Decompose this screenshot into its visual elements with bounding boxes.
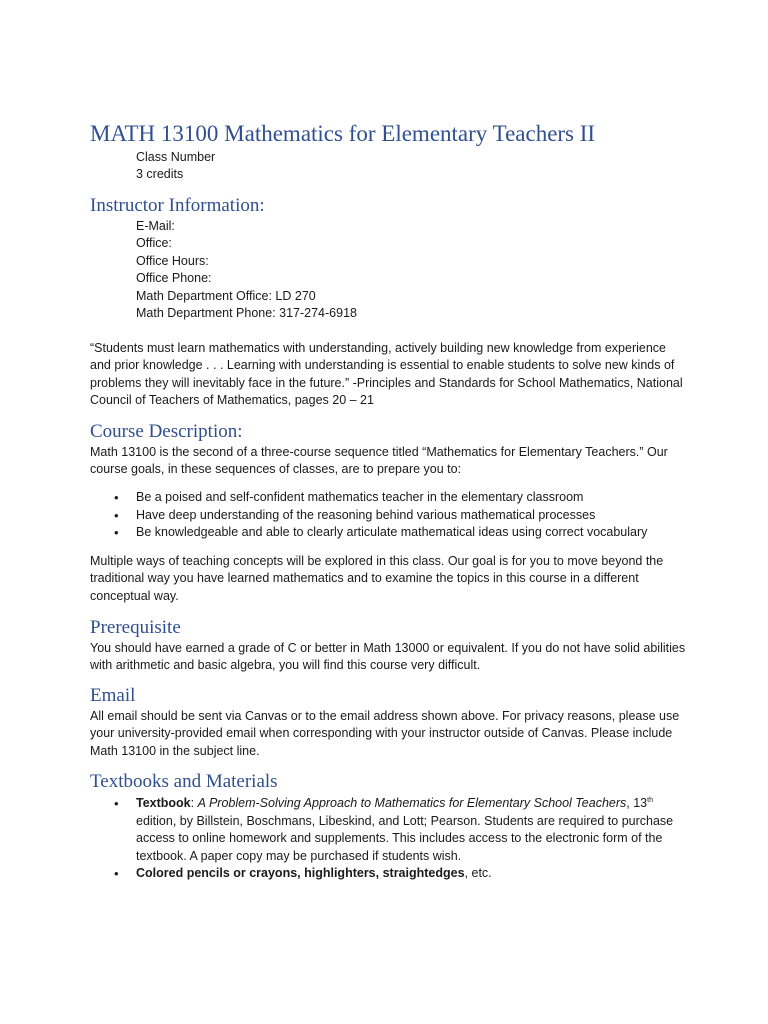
page-title: MATH 13100 Mathematics for Elementary Teachers II bbox=[90, 121, 596, 146]
list-item: • Have deep understanding of the reasoning behind various mathematical processes bbox=[90, 507, 690, 525]
course-description-intro: Math 13100 is the second of a three-course sequence titled “Mathematics for Elementary Teachers.” Our course goals, in these sequences of classes, are to prepare you to: bbox=[90, 445, 668, 477]
materials-rest: , etc. bbox=[464, 866, 492, 881]
instructor-info bbox=[136, 218, 696, 322]
math-department-phone: Math Department Phone: 317-274-6918 bbox=[136, 306, 357, 321]
textbook-title: A Problem-Solving Approach to Mathematics for Elementary School Teachers bbox=[197, 796, 627, 810]
email-heading: Email bbox=[90, 685, 136, 706]
class-number: Class Number bbox=[136, 150, 216, 164]
instructor-heading: Instructor Information: bbox=[90, 195, 265, 216]
prerequisite-text: You should have earned a grade of C or better in Math 13000 or equivalent. If you do not have solid abilities with arithmetic and basic algebra, you will find this course very difficult. bbox=[90, 641, 686, 673]
course-goals-list bbox=[90, 489, 690, 542]
textbook-label: Textbook bbox=[136, 796, 191, 810]
list-item: • Be a poised and self-confident mathematics teacher in the elementary classroom bbox=[90, 489, 690, 507]
class-credits: 3 credits bbox=[136, 167, 184, 182]
textbooks-heading: Textbooks and Materials bbox=[90, 771, 278, 792]
instructor-office-phone: Office Phone: bbox=[136, 271, 212, 286]
instructor-email: E-Mail: bbox=[136, 219, 175, 233]
nctm-quote: “Students must learn mathematics with understanding, actively building new knowledge from experience and prior knowledge . . . Learning with understanding is essential to enable students to solve new kinds of problems they will inevitably face in the future.” -Principles and Standards for School Mathematics, National Council of Teachers of Mathematics, pages 20 – 21 bbox=[90, 341, 683, 408]
textbooks-list bbox=[90, 795, 690, 883]
email-text: All email should be sent via Canvas or to the email address shown above. For privacy reasons, please use your university-provided email when corresponding with your instructor outside of Canvas. Please include Math 13100 in the subject line. bbox=[90, 709, 680, 758]
list-item-materials bbox=[90, 865, 690, 883]
textbook-edition-number: , 13 bbox=[626, 796, 648, 810]
course-description-heading: Course Description: bbox=[90, 421, 243, 442]
class-info bbox=[136, 149, 696, 184]
textbook-colon: : bbox=[190, 796, 198, 810]
prerequisite-heading: Prerequisite bbox=[90, 617, 181, 638]
materials-label: Colored pencils or crayons, highlighters, straightedges bbox=[136, 866, 465, 881]
instructor-office-hours: Office Hours: bbox=[136, 253, 209, 268]
textbook-details: edition, by Billstein, Boschmans, Libeskind, and Lott; Pearson. Students are required to purchase access to online homework and supplements. This includes access to the electronic form of the textbook. A paper copy may be purchased if students wish. bbox=[136, 813, 674, 863]
course-description-closing: Multiple ways of teaching concepts will be explored in this class. Our goal is for you to move beyond the traditional way you have learned mathematics and to examine the topics in this course in a different conceptual way. bbox=[90, 554, 664, 603]
textbook-edition-superscript: th bbox=[647, 797, 653, 804]
list-item-textbook bbox=[90, 795, 690, 865]
instructor-office: Office: bbox=[136, 236, 172, 251]
list-item: • Be knowledgeable and able to clearly articulate mathematical ideas using correct vocabulary bbox=[90, 524, 690, 542]
math-department-office: Math Department Office: LD 270 bbox=[136, 288, 316, 303]
